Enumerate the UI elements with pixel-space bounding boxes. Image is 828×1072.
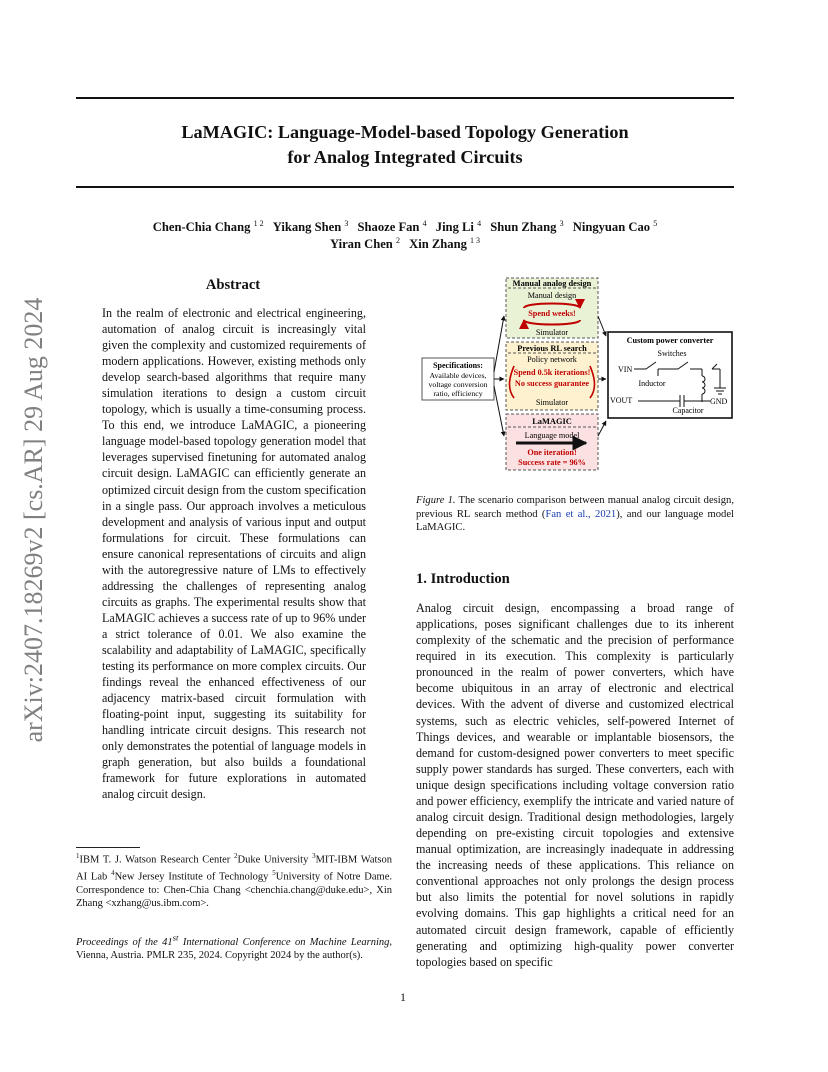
manual-simulator-label: Simulator [535,328,569,337]
author: Shun Zhang $^3$ [490,219,564,235]
paper-title [76,120,734,170]
spend-iterations-label: Spend 0.5k iterations! [513,368,591,377]
footnote-rule [76,847,140,848]
one-iteration-label: One iteration! [527,448,577,457]
vout-label: VOUT [610,396,633,405]
success-rate-label: Success rate = 96% [518,458,586,467]
author: Ningyuan Cao $^5$ [572,219,658,235]
author: Yiran Chen $^2$ [329,236,400,252]
switches-label: Switches [657,349,687,358]
specifications-box [422,358,494,400]
title-bottom-rule [76,186,734,188]
specifications-title: Specifications: [433,361,483,370]
rl-search-title: Previous RL search [517,344,587,353]
authors-line-2 [76,233,734,252]
no-success-label: No success guarantee [514,379,590,388]
spec-line: voltage conversion [428,380,488,389]
citation-link[interactable]: Fan et al., 2021 [545,508,617,520]
rl-simulator-label: Simulator [535,398,569,407]
affiliations-footnote: $^1$IBM T. J. Watson Research Center $^2$Duke University $^3$MIT-IBM Watson AI Lab $^4$New Jersey Institute of Technology $^5$University of Notre Dame. Correspondence to: Chen-Chia Chang <chenchia.chang@duke.edu>, Xin Zhang <xzhang@us.ibm.com>. [76,852,392,909]
figure-1-diagram [420,276,734,472]
author: Xin Zhang $^{1 3}$ [409,236,481,252]
author: Yikang Shen $^3$ [272,219,349,235]
spec-line: ratio, efficiency [433,389,483,398]
abstract-text: In the realm of electronic and electrical engineering, automation of analog circuit is increasingly vital given the complexity and customized requirements of modern applications. However, existing methods only develop search-based algorithms that require many simulation iterations to design a custom circuit topology, which is usually a time-consuming process. To this end, we introduce LaMAGIC, a pioneering language model-based topology generation model that leverages supervised finetuning for automated analog circuit design. LaMAGIC can efficiently generate an optimized circuit design from the custom specification in a single pass. Our approach involves a meticulous development and analysis of various input and output formulations for circuit. These formulations can ensure canonical representations of circuits and align with the autoregressive nature of LMs to effectively addressing the challenges of representing analog circuits as graphs. The experimental results show that LaMAGIC achieves a success rate of up to 96% under a strict tolerance of 0.01. We also examine the scalability and adaptability of LaMAGIC, specifically testing its performance on more complex circuits. Our findings reveal the enhanced effectiveness of our adjacency matrix-based circuit formulation with floating-point input, suggesting its suitability for handling intricate circuit designs. This research not only demonstrates the potential of language models in graph generation, but also builds a foundational framework for future explorations in automated analog circuit design. [102,306,366,802]
title-line-2: for Analog Integrated Circuits [287,147,523,167]
section-heading: 1. Introduction [416,571,510,587]
introduction-text: Analog circuit design, encompassing a broad range of applications, poses significant challenges due to its inherent complexity of the schematic and the precision of performance required in its execution. This complexity is particularly pronounced in the realm of power converters, which have become ubiquitous in an array of electronic and electrical devices. With the advent of diverse and customized electrical systems, such as electric vehicles, self-powered Internet of Things devices, and wearable or implantable biosensors, the demand for custom-designed power converters to meet specific supply power standards has surged. These converters, each with unique design specifications including voltage conversion ratio and power efficiency, exemplify the intricate and varied nature of analog circuit design. Traditional design methodologies, largely depending on pre-existing circuit topologies and extensive manual optimization, are increasingly inadequate in addressing the increasing needs of these applications. This reliance on conventional approaches not only prolongs the design process but also limits the potential for novel solutions in rapidly evolving domains. This gap highlights a critical need for an automated circuit design framework, capable of efficiently generating and optimizing high-quality power converter topologies based on specific [416,601,734,969]
author: Jing Li $^4$ [435,219,482,235]
spend-weeks-label: Spend weeks! [528,309,576,318]
author: Chen-Chia Chang $^{1 2}$ [152,219,264,235]
proceedings-note: Proceedings of the 41st International Conference on Machine Learning, Vienna, Austria. PMLR 235, 2024. Copyright 2024 by the author(s). [76,932,392,961]
author: Shaoze Fan $^4$ [357,219,427,235]
gnd-label: GND [710,397,728,406]
language-model-label: Language model [524,431,580,440]
manual-design-box [506,278,598,338]
vin-label: VIN [618,365,633,374]
spec-line: Available devices, [429,371,487,380]
inductor-label: Inductor [638,379,666,388]
capacitor-label: Capacitor [672,406,704,415]
manual-design-label: Manual design [527,291,577,300]
title-line-1: LaMAGIC: Language-Model-based Topology Generation [181,122,629,142]
power-converter-box [608,332,732,418]
top-rule [76,97,734,99]
arxiv-identifier: arXiv:2407.18269v2 [cs.AR] 29 Aug 2024 [19,297,48,743]
manual-design-title: Manual analog design [512,279,592,288]
abstract-heading: Abstract [205,277,261,293]
figure-caption: Figure 1. The scenario comparison between manual analog circuit design, previous RL search method (Fan et al., 2021), and our language model LaMAGIC. [416,495,734,534]
policy-network-label: Policy network [527,355,577,364]
lamagic-title: LaMAGIC [532,417,572,426]
page-number: 1 [400,990,406,1004]
rl-search-box [506,342,598,410]
lamagic-box [506,414,598,470]
converter-title: Custom power converter [626,336,714,345]
